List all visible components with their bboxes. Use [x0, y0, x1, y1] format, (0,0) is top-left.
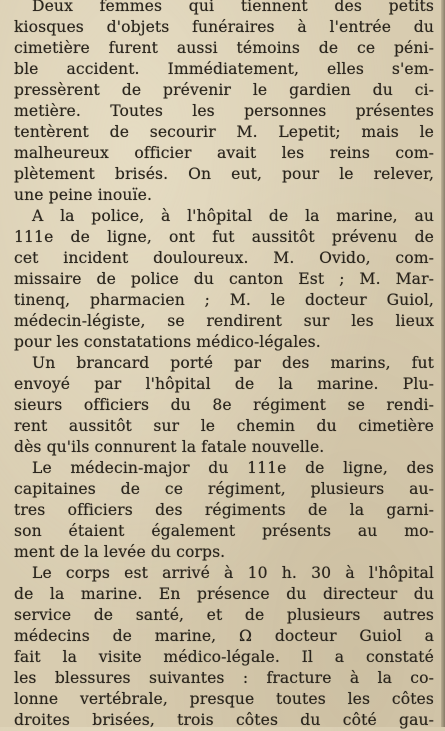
text-line: service de santé, et de plusieurs autres [14, 606, 434, 624]
text-line: sieurs officiers du 8e régiment se rendi- [14, 396, 434, 414]
text-line: Un brancard porté par des marins, fut [32, 354, 434, 372]
text-line: 111e de ligne, ont fut aussitôt prévenu de [14, 228, 434, 246]
text-line: A la police, à l'hôpital de la marine, au [32, 207, 434, 225]
text-line: médecin-légiste, se rendirent sur les lieux [14, 312, 434, 330]
text-line: ble accident. Immédiatement, elles s'em- [14, 60, 434, 78]
text-line: de la marine. En présence du directeur du [14, 585, 434, 603]
text-line: capitaines de ce régiment, plusieurs au- [14, 480, 434, 498]
text-line: tinenq, pharmacien ; M. le docteur Guiol, [14, 291, 434, 309]
text-line: cimetière furent aussi témoins de ce péni- [14, 39, 434, 57]
page-edge-shadow [441, 0, 445, 727]
text-line: kiosques d'objets funéraires à l'entrée du [14, 18, 434, 36]
text-line: Le corps est arrivé à 10 h. 30 à l'hôpital [32, 564, 434, 582]
text-line: plètement brisés. On eut, pour le relever, [14, 165, 434, 183]
text-line: pressèrent de prévenir le gardien du ci- [14, 81, 434, 99]
text-line: missaire de police du canton Est ; M. Mar- [14, 270, 434, 288]
text-line: Le médecin-major du 111e de ligne, des [32, 459, 434, 477]
text-line: metière. Toutes les personnes présentes [14, 102, 434, 120]
text-line: ment de la levée du corps. [14, 543, 226, 561]
text-line: dès qu'ils connurent la fatale nouvelle. [14, 438, 325, 456]
text-line: rent aussitôt sur le chemin du cimetière [14, 417, 434, 435]
text-line: médecins de marine, Ω docteur Guiol a [14, 627, 434, 645]
text-line: tres officiers des régiments de la garni- [14, 501, 434, 519]
text-line: lonne vertébrale, presque toutes les côtes [14, 690, 434, 708]
text-line: fait la visite médico-légale. Il a constaté [14, 648, 434, 666]
newspaper-article [14, 0, 434, 727]
text-line: les blessures suivantes : fracture à la co- [14, 669, 434, 687]
text-line: une peine inouïe. [14, 186, 153, 204]
text-line: Deux femmes qui tiennent des petits [32, 0, 434, 15]
text-line: droites brisées, trois côtes du côté gau- [14, 711, 434, 729]
text-line: envoyé par l'hôpital de la marine. Plu- [14, 375, 434, 393]
text-line: son étaient également présents au mo- [14, 522, 434, 540]
text-line: tentèrent de secourir M. Lepetit; mais le [14, 123, 434, 141]
text-line: pour les constatations médico-légales. [14, 333, 321, 351]
text-line: cet incident douloureux. M. Ovido, com- [14, 249, 434, 267]
text-line: malheureux officier avait les reins com- [14, 144, 434, 162]
